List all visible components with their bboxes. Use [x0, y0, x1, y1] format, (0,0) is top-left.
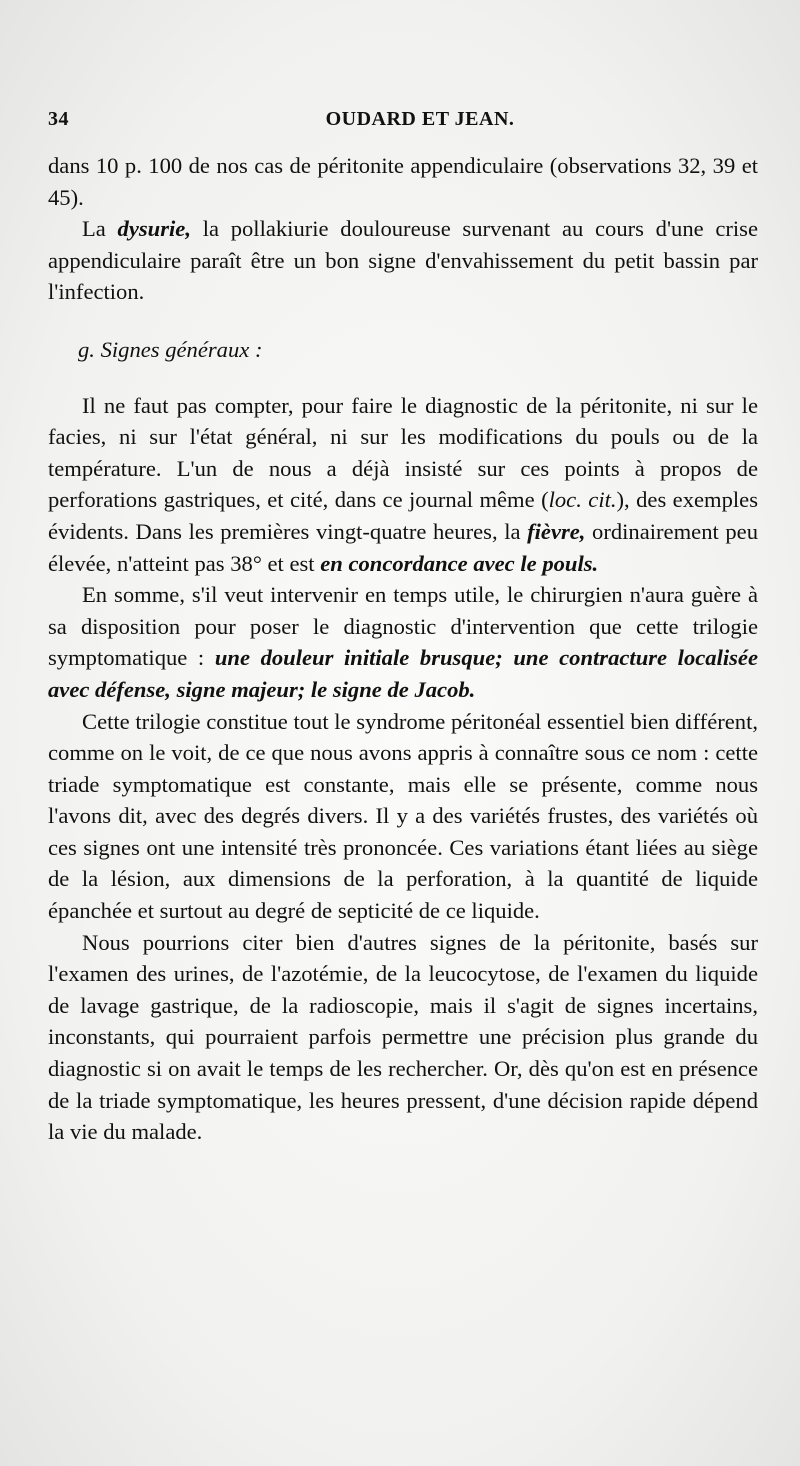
running-title: OUDARD ET JEAN. — [325, 108, 515, 130]
paragraph-syndrome: Cette trilogie constitue tout le syndrome péritonéal essentiel bien différent, comme on le voit, de ce que nous avons appris à connaître sous ce nom : cette triade symptomatique est constante, mais elle se présente, comme nous l'avons dit, avec des degrés divers. Il y a des variétés frustes, des variétés où ces signes ont une intensité très prononcée. Ces variations étant liées au siège de la lésion, aux dimensions de la perforation, à la quantité de liquide épanchée et surtout au degré de septicité de ce liquide. — [48, 708, 758, 924]
page-header — [48, 108, 752, 138]
emphasis-concordance: en concordance avec le pouls. — [320, 550, 599, 576]
text-run: Il ne faut pas compter, pour faire le diagnostic de la péritonite, ni sur le facies, ni sur l'état général, ni sur les modifications du pouls ou de la température. L'un de nous a déjà insisté sur ces points à propos de perforations gastriques, et cité, dans ce journal même ( — [48, 392, 758, 513]
section-heading: g. Signes généraux : — [78, 336, 263, 362]
text-run: En somme, s'il veut intervenir en temps utile, le chirurgien n'aura guère à sa disposition pour poser le diagnostic d'intervention que cette trilogie symptomatique : — [48, 582, 758, 671]
text-run: ordinairement peu élevée, n'atteint pas 38° et est — [48, 518, 758, 576]
paragraph-dysurie — [48, 213, 758, 308]
paragraph-autres-signes: Nous pourrions citer bien d'autres signes de la péritonite, basés sur l'examen des urines, de l'azotémie, de la leucocytose, de l'examen du liquide de lavage gastrique, de la radioscopie, mais il s'agit de signes incertains, inconstants, qui pourraient parfois permettre une précision plus grande du diagnostic si on avait le temps de les rechercher. Or, dès qu'on est en présence de la triade symptomatique, les heures pressent, d'une décision rapide dépend la vie du malade. — [48, 929, 758, 1145]
paragraph-continuation: dans 10 p. 100 de nos cas de péritonite appendiculaire (observations 32, 39 et 45). — [48, 153, 758, 210]
emphasis-dysurie: dysurie, — [117, 216, 191, 242]
paragraph-trilogie — [48, 579, 758, 705]
emphasis-fievre: fièvre, — [527, 518, 586, 544]
text-run: La — [82, 216, 118, 242]
page-number: 34 — [48, 108, 69, 130]
page-body — [48, 150, 758, 1148]
citation-loc-cit: loc. cit. — [548, 487, 617, 513]
text-run: la pollakiurie douloureuse survenant au cours d'une crise appendiculaire paraît être un bon signe d'envahissement du petit bassin par l'infection. — [48, 216, 758, 305]
text-run: ), des exemples évidents. Dans les premières vingt-quatre heures, la — [48, 487, 758, 544]
emphasis-trilogie: une douleur initiale brusque; une contracture localisée avec défense, signe majeur; le signe de Jacob. — [48, 645, 758, 702]
paragraph-signes-generaux — [48, 390, 758, 580]
